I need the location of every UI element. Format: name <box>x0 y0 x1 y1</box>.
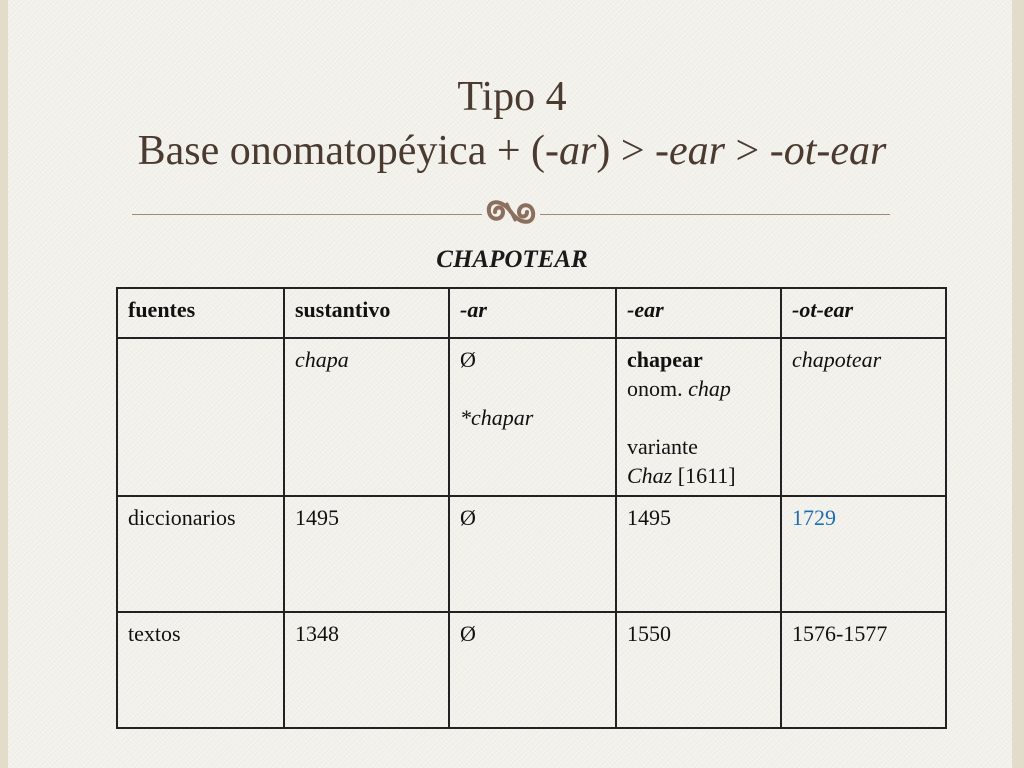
header-cell: sustantivo <box>284 288 449 338</box>
table-cell: diccionarios <box>117 496 284 612</box>
flourish-icon <box>483 190 539 234</box>
table-cell: chapotear <box>781 338 946 496</box>
table-cell: Ø <box>449 612 616 728</box>
table-cell: 1348 <box>284 612 449 728</box>
table-caption: CHAPOTEAR <box>436 246 588 273</box>
table-row <box>117 338 946 496</box>
slide-title-line1: Tipo 4 <box>457 74 567 120</box>
table-cell: 1576-1577 <box>781 612 946 728</box>
slide-title-line2: Base onomatopéyica + (-ar) > -ear > -ot-ear <box>137 128 887 174</box>
table-cell: 1495 <box>284 496 449 612</box>
header-cell: -ot-ear <box>781 288 946 338</box>
table-cell <box>117 338 284 496</box>
table-header-row <box>117 288 946 338</box>
table-row <box>117 612 946 728</box>
header-cell: -ear <box>616 288 781 338</box>
table-cell: Ø <box>449 496 616 612</box>
title-divider-left <box>132 214 482 215</box>
derivation-table <box>116 287 947 729</box>
table-cell: chapear onom. chap variante Chaz [1611] <box>616 338 781 496</box>
table-cell: 1495 <box>616 496 781 612</box>
table-cell-highlight: 1729 <box>781 496 946 612</box>
table-row <box>117 496 946 612</box>
header-cell: fuentes <box>117 288 284 338</box>
table-cell: chapa <box>284 338 449 496</box>
table-cell: 1550 <box>616 612 781 728</box>
cell-line: variante <box>627 434 698 459</box>
cell-line: chapear <box>627 347 703 372</box>
header-cell: -ar <box>449 288 616 338</box>
cell-line: Ø <box>460 347 476 372</box>
title-divider-right <box>540 214 890 215</box>
cell-line: *chapar <box>460 405 534 430</box>
table-cell <box>449 338 616 496</box>
table-cell: textos <box>117 612 284 728</box>
